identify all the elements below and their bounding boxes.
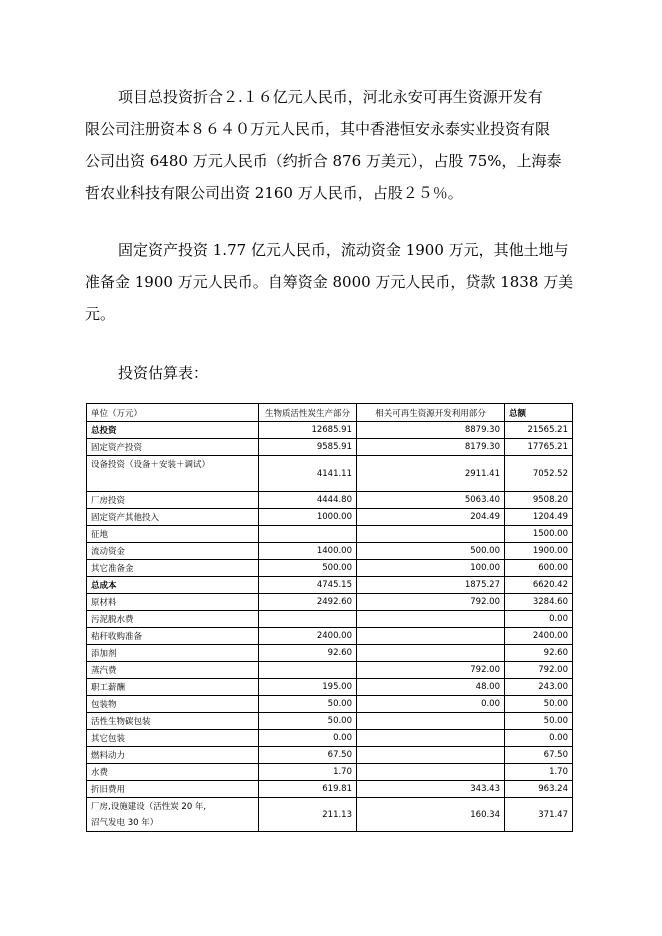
cell-biochar — [259, 526, 357, 543]
table-title — [85, 357, 585, 389]
cell-total: 92.60 — [505, 645, 573, 662]
row-label: 包装物 — [87, 696, 259, 713]
header-total: 总额 — [505, 404, 573, 422]
table-row — [87, 577, 573, 594]
table-row — [87, 764, 573, 781]
table-row — [87, 628, 573, 645]
paragraph-line: 哲农业科技有限公司出资 2160 万人民币，占股２５％。 — [85, 184, 463, 202]
paragraph-line: 项目总投资折合２.１６亿元人民币，河北永安可再生资源开发有 — [118, 88, 543, 106]
header-biochar-production: 生物质活性炭生产部分 — [259, 404, 357, 422]
cell-biochar: 50.00 — [259, 696, 357, 713]
row-label: 其它包装 — [87, 730, 259, 747]
cell-biochar: 211.13 — [259, 798, 357, 832]
row-label: 添加剂 — [87, 645, 259, 662]
row-label: 其它准备金 — [87, 560, 259, 577]
table-row — [87, 781, 573, 798]
table-row — [87, 798, 573, 832]
paragraph-line: 元。 — [85, 305, 116, 323]
cell-renewable — [357, 730, 505, 747]
cell-renewable — [357, 611, 505, 628]
table-title-text: 投资估算表： — [118, 364, 209, 382]
cell-renewable: 792.00 — [357, 662, 505, 679]
row-label: 固定资产其他投入 — [87, 509, 259, 526]
cell-total: 50.00 — [505, 713, 573, 730]
cell-biochar: 2400.00 — [259, 628, 357, 645]
row-label-line: 厂房,设施建设（活性炭 20 年, — [91, 801, 207, 812]
cell-biochar: 500.00 — [259, 560, 357, 577]
cell-renewable: 204.49 — [357, 509, 505, 526]
cell-total: 21565.21 — [505, 422, 573, 439]
table-row — [87, 526, 573, 543]
cell-biochar: 1.70 — [259, 764, 357, 781]
cell-renewable: 1875.27 — [357, 577, 505, 594]
cell-renewable: 8179.30 — [357, 439, 505, 456]
row-label: 活性生物碳包装 — [87, 713, 259, 730]
header-unit: 单位（万元） — [87, 404, 259, 422]
cell-total: 243.00 — [505, 679, 573, 696]
row-label: 总成本 — [87, 577, 259, 594]
table-row — [87, 730, 573, 747]
cell-renewable: 8879.30 — [357, 422, 505, 439]
cell-total: 6620.42 — [505, 577, 573, 594]
table-row — [87, 713, 573, 730]
cell-total: 3284.60 — [505, 594, 573, 611]
cell-renewable — [357, 764, 505, 781]
row-label: 水费 — [87, 764, 259, 781]
table-row — [87, 696, 573, 713]
cell-biochar: 0.00 — [259, 730, 357, 747]
cell-total: 1900.00 — [505, 543, 573, 560]
cell-total: 50.00 — [505, 696, 573, 713]
row-label: 燃料动力 — [87, 747, 259, 764]
cell-biochar: 50.00 — [259, 713, 357, 730]
cell-renewable — [357, 628, 505, 645]
cell-total: 7052.52 — [505, 456, 573, 492]
row-label: 厂房投资 — [87, 492, 259, 509]
cell-biochar: 1000.00 — [259, 509, 357, 526]
cell-biochar: 2492.60 — [259, 594, 357, 611]
paragraph-line: 限公司注册资本８６４０万元人民币，其中香港恒安永泰实业投资有限 — [85, 120, 551, 138]
paragraph-line: 固定资产投资 1.77 亿元人民币，流动资金 1900 万元，其他土地与 — [118, 241, 569, 259]
row-label: 总投资 — [87, 422, 259, 439]
cell-total: 0.00 — [505, 730, 573, 747]
row-label: 流动资金 — [87, 543, 259, 560]
table-row — [87, 560, 573, 577]
cell-biochar: 12685.91 — [259, 422, 357, 439]
paragraph-line: 公司出资 6480 万元人民币（约折合 876 万美元），占股 75%，上海泰 — [85, 152, 562, 170]
cell-biochar: 4141.11 — [259, 456, 357, 492]
cell-renewable: 5063.40 — [357, 492, 505, 509]
cell-total: 963.24 — [505, 781, 573, 798]
cell-total: 1500.00 — [505, 526, 573, 543]
table-row — [87, 662, 573, 679]
cell-biochar: 4444.80 — [259, 492, 357, 509]
paragraph-line: 准备金 1900 万元人民币。自筹资金 8000 万元人民币，贷款 1838 万美 — [85, 273, 574, 291]
table-header-row — [87, 404, 573, 422]
cell-biochar: 619.81 — [259, 781, 357, 798]
cell-renewable — [357, 526, 505, 543]
cell-biochar — [259, 662, 357, 679]
cell-renewable — [357, 747, 505, 764]
cell-total: 0.00 — [505, 611, 573, 628]
table-row — [87, 679, 573, 696]
cell-renewable: 160.34 — [357, 798, 505, 832]
row-label: 征地 — [87, 526, 259, 543]
row-label: 秸秆收购准备 — [87, 628, 259, 645]
cell-total: 371.47 — [505, 798, 573, 832]
cell-renewable — [357, 713, 505, 730]
cell-renewable: 100.00 — [357, 560, 505, 577]
cell-biochar: 67.50 — [259, 747, 357, 764]
cell-total: 17765.21 — [505, 439, 573, 456]
row-label: 污泥脱水费 — [87, 611, 259, 628]
header-renewable-utilization: 相关可再生资源开发利用部分 — [357, 404, 505, 422]
table-row — [87, 594, 573, 611]
table-row — [87, 645, 573, 662]
row-label-line: 沼气发电 30 年） — [91, 817, 159, 828]
cell-renewable: 792.00 — [357, 594, 505, 611]
cell-biochar: 1400.00 — [259, 543, 357, 560]
row-label: 蒸汽费 — [87, 662, 259, 679]
row-label: 职工薪酬 — [87, 679, 259, 696]
cell-renewable: 48.00 — [357, 679, 505, 696]
cell-biochar: 9585.91 — [259, 439, 357, 456]
cell-total: 1204.49 — [505, 509, 573, 526]
cell-biochar — [259, 611, 357, 628]
table-row — [87, 543, 573, 560]
cell-total: 9508.20 — [505, 492, 573, 509]
cell-total: 67.50 — [505, 747, 573, 764]
cell-renewable: 0.00 — [357, 696, 505, 713]
row-label: 固定资产投资 — [87, 439, 259, 456]
table-row — [87, 747, 573, 764]
row-label: 折旧费用 — [87, 781, 259, 798]
investment-estimate-table — [86, 403, 573, 832]
cell-renewable: 343.43 — [357, 781, 505, 798]
cell-total: 2400.00 — [505, 628, 573, 645]
cell-renewable — [357, 645, 505, 662]
table-row — [87, 439, 573, 456]
cell-total: 600.00 — [505, 560, 573, 577]
cell-renewable: 2911.41 — [357, 456, 505, 492]
table-row — [87, 509, 573, 526]
cell-total: 792.00 — [505, 662, 573, 679]
table-row — [87, 611, 573, 628]
project-investment-paragraph — [85, 81, 585, 209]
row-label: 设备投资（设备＋安装＋调试） — [87, 456, 259, 492]
fixed-asset-paragraph — [85, 234, 585, 330]
cell-biochar: 92.60 — [259, 645, 357, 662]
cell-biochar: 195.00 — [259, 679, 357, 696]
table-row — [87, 422, 573, 439]
table-row — [87, 492, 573, 509]
table-row — [87, 456, 573, 492]
cell-total: 1.70 — [505, 764, 573, 781]
row-label: 原材料 — [87, 594, 259, 611]
cell-biochar: 4745.15 — [259, 577, 357, 594]
row-label — [87, 798, 259, 832]
cell-renewable: 500.00 — [357, 543, 505, 560]
